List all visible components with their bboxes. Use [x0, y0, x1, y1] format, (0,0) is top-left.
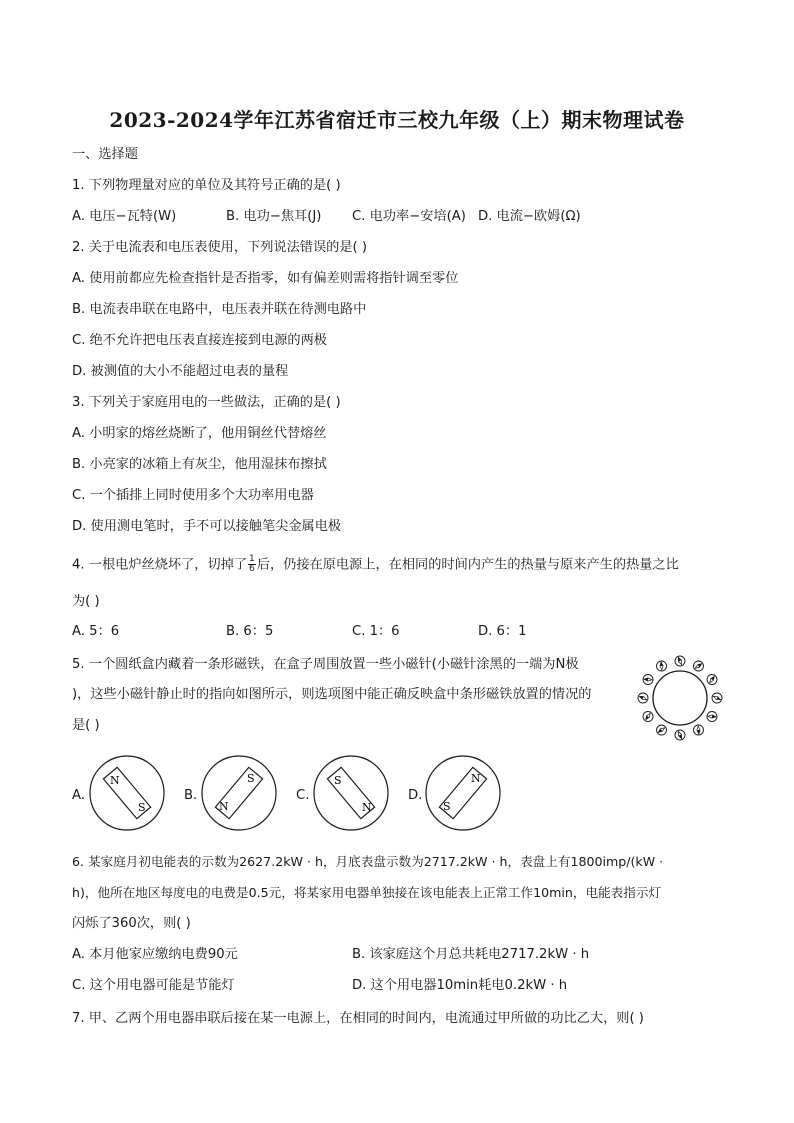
question-2-option-d: D. 被测值的大小不能超过电表的量程 — [72, 364, 289, 379]
question-5-option-b-label: B. — [184, 788, 198, 803]
page-title: 2023-2024学年江苏省宿迁市三校九年级（上）期末物理试卷 — [109, 108, 685, 132]
question-3-stem: 3. 下列关于家庭用电的一些做法，正确的是( ) — [72, 395, 341, 410]
pole-label: N — [110, 774, 120, 787]
fraction: $\frac{1}{6}$ — [249, 554, 255, 574]
question-6-option-a: A. 本月他家应缴纳电费90元 — [72, 947, 238, 962]
question-6-option-d: D. 这个用电器10min耗电0.2kW · h — [352, 978, 568, 993]
question-4-option-d: D. 6：1 — [478, 624, 527, 639]
question-2-option-a: A. 使用前都应先检查指针是否指零，如有偏差则需将指针调至零位 — [72, 271, 459, 286]
question-4-option-b: B. 6：5 — [226, 624, 274, 639]
question-2-stem: 2. 关于电流表和电压表使用，下列说法错误的是( ) — [72, 240, 368, 255]
pole-label: N — [362, 801, 372, 814]
question-5-option-a-label: A. — [72, 788, 85, 803]
question-3-option-a: A. 小明家的熔丝烧断了，他用铜丝代替熔丝 — [72, 426, 327, 441]
question-6-line3: 闪烁了360次，则( ) — [72, 916, 191, 931]
compass-needle-circle — [707, 675, 717, 685]
question-4-stem — [72, 555, 679, 575]
compass-ring-diagram — [636, 652, 724, 744]
question-5-line1: 5. 一个圆纸盒内藏着一条形磁铁，在盒子周围放置一些小磁针(小磁针涂黑的一端为N极 — [72, 657, 579, 672]
question-1-option-d: D. 电流−欧姆(Ω) — [478, 209, 581, 224]
section-heading: 一、选择题 — [72, 147, 138, 162]
question-3-option-d: D. 使用测电笔时，手不可以接触笔尖金属电极 — [72, 519, 342, 534]
question-4-stem-line2: 为( ) — [72, 594, 100, 609]
option-c-magnet-diagram — [312, 754, 390, 832]
question-1-option-a: A. 电压−瓦特(W) — [72, 209, 177, 224]
option-b-magnet-diagram — [200, 754, 278, 832]
question-6-option-c: C. 这个用电器可能是节能灯 — [72, 978, 235, 993]
question-7-stem: 7. 甲、乙两个用电器串联后接在某一电源上，在相同的时间内，电流通过甲所做的功比乙大，则( ) — [72, 1011, 644, 1026]
pole-label: S — [138, 801, 146, 814]
question-1-stem: 1. 下列物理量对应的单位及其符号正确的是( ) — [72, 178, 341, 193]
question-4-option-c: C. 1：6 — [352, 624, 400, 639]
compass-needles — [638, 656, 722, 740]
question-5-line2: )，这些小磁针静止时的指向如图所示，则选项图中能正确反映盒中条形磁铁放置的情况的 — [72, 687, 592, 702]
question-1-option-b: B. 电功−焦耳(J) — [226, 209, 322, 224]
question-2-option-c: C. 绝不允许把电压表直接连接到电源的两极 — [72, 333, 327, 348]
question-2-option-b: B. 电流表串联在电路中，电压表并联在待测电路中 — [72, 302, 367, 317]
pole-label: S — [443, 800, 451, 813]
question-6-line2: h)，他所在地区每度电的电费是0.5元，将某家用电器单独接在该电能表上正常工作10min，电能表指示灯 — [72, 885, 662, 900]
compass-needle-circle — [643, 712, 653, 722]
pole-label: N — [219, 800, 229, 813]
question-4-option-a: A. 5：6 — [72, 624, 120, 639]
question-3-option-c: C. 一个插排上同时使用多个大功率用电器 — [72, 488, 314, 503]
question-5-line3: 是( ) — [72, 718, 100, 733]
question-6-option-b: B. 该家庭这个月总共耗电2717.2kW · h — [352, 947, 590, 962]
question-3-option-b: B. 小亮家的冰箱上有灰尘，他用湿抹布擦拭 — [72, 457, 327, 472]
question-1-option-c: C. 电功率−安培(A) — [352, 209, 466, 224]
question-5-option-d-label: D. — [408, 788, 423, 803]
question-4-stem-pre: 4. 一根电炉丝烧坏了，切掉了 — [72, 557, 248, 573]
pole-label: S — [247, 772, 255, 785]
option-a-magnet-diagram — [88, 754, 166, 832]
question-5-option-c-label: C. — [296, 788, 310, 803]
compass-needle-circle — [694, 661, 704, 671]
compass-needle-circle — [657, 725, 667, 735]
option-d-magnet-diagram — [424, 754, 502, 832]
pole-label: S — [334, 774, 342, 787]
pole-label: N — [471, 772, 481, 785]
question-4-stem-post: 后，仍接在原电源上，在相同的时间内产生的热量与原来产生的热量之比 — [256, 557, 679, 573]
question-6-line1: 6. 某家庭月初电能表的示数为2627.2kW · h，月底表盘示数为2717.2kW · h，表盘上有1800imp/(kW · — [72, 854, 664, 869]
